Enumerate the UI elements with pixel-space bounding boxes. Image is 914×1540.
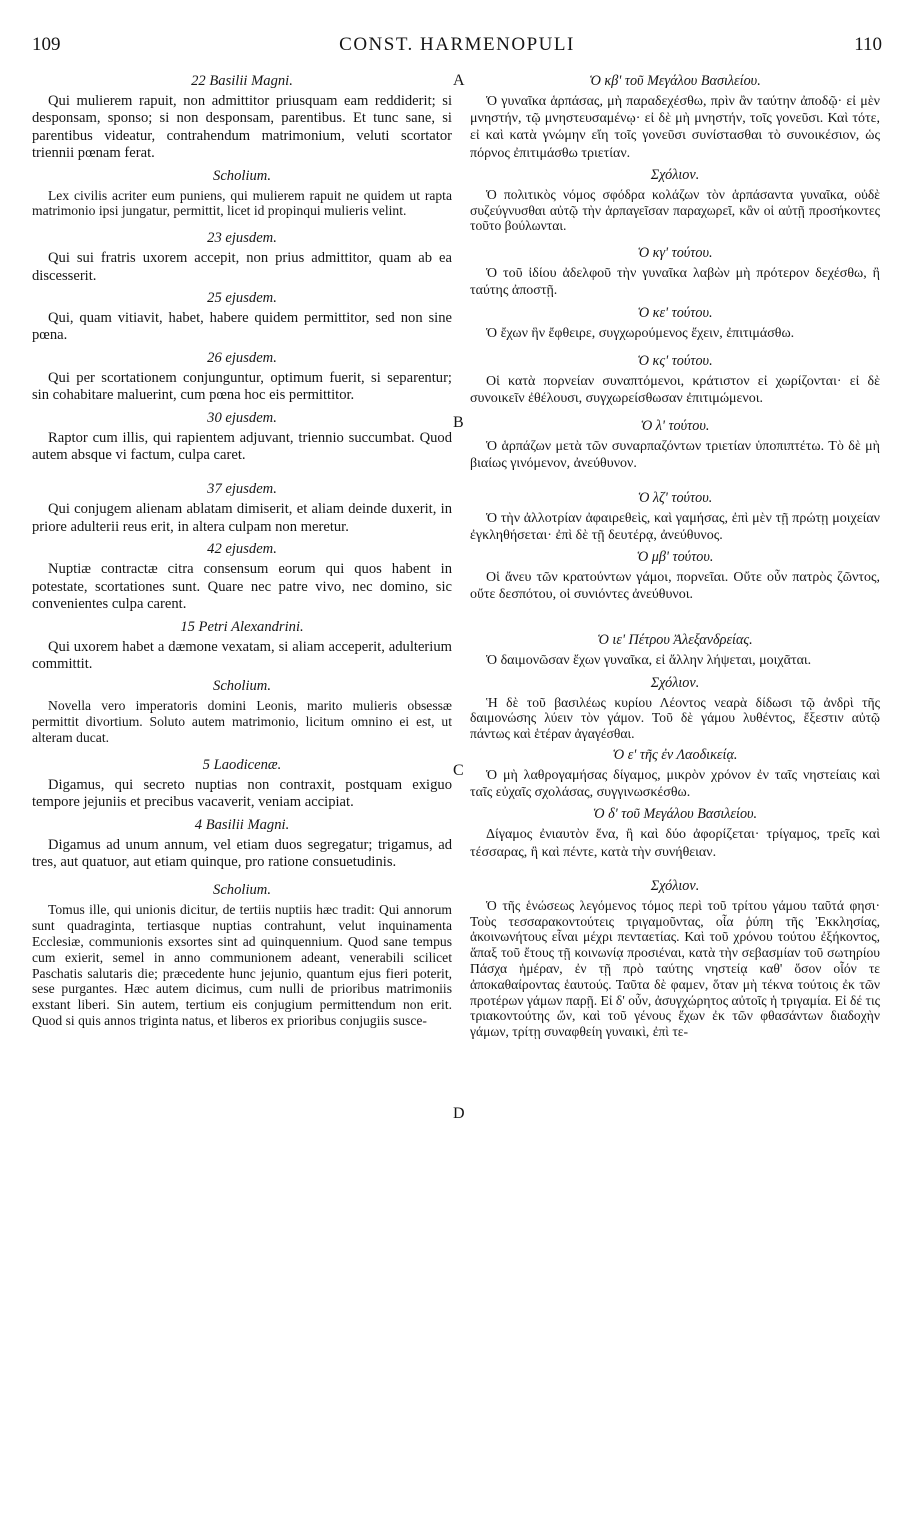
greek-canon-text: Ὁ τὴν ἀλλοτρίαν ἀφαιρεθεὶς, καὶ γαμήσας, ἐπὶ μὲν τῇ πρώτῃ μοιχείαν ἐγκληθήσεται· ἐπὶ δὲ τῇ δευτέρᾳ, ἀνεύθυνος. — [470, 510, 880, 543]
running-header — [32, 34, 882, 60]
greek-canon-heading: Ὁ μβ' τούτου. — [636, 549, 714, 566]
greek-column — [470, 70, 880, 1044]
greek-canon-text: Ὁ γυναῖκα ἁρπάσας, μὴ παραδεχέσθω, πρὶν ἂν ταύτην ἀποδῷ· εἰ μὲν μνηστήν, τῷ μνηστευσαμένῳ· εἰ δὲ μὴ μνηστήν, τοῖς γονεῦσι. Καὶ τότε, εἰ καὶ κατὰ γνώμην εἴη τοῖς γονεῦσι συνίστασθαι τὸ συνοικέσιον, ὡς πόρνος ἐπιτιμάσθω τριετίαν. — [470, 94, 880, 161]
latin-scholium-text: Novella vero imperatoris domini Leonis, marito mulieris obsessæ permittit divortium. Soluto autem matrimonio, licitum omnino ei est, ut alteram ducat. — [32, 698, 452, 745]
running-title: CONST. HARMENOPULI — [339, 34, 575, 55]
latin-scholium-text: Tomus ille, qui unionis dicitur, de tertiis nuptiis hæc tradit: Qui annorum sunt quadraginta, tertiasque nuptias contrahunt, velut inquinamenta Ecclesiæ, communionis exsortes sint ad quinquennium. Quod sane tempus cum exierit, semel in anno communionem adeant, venerabili scilicet Paschatis salutaris die; præcedente hunc jejunio, quantum ejus fieri poterit, sese purgantes. Hæc autem dicimus, cum nulli de prioribus matrimoniis exstant liberi. Sin autem, tertium eis conjugium permittendum non erit. Quod si quis annos triginta natus, et liberos ex prioribus conjugiis susce- — [32, 902, 452, 1028]
margin-marker-c: C — [453, 762, 464, 779]
greek-canon-text: Ὁ ἔχων ἣν ἔφθειρε, συγχωρούμενος ἔχειν, ἐπιτιμάσθω. — [486, 325, 795, 341]
latin-canon-text: Qui sui fratris uxorem accepit, non prius admittitor, quam ab ea discesserit. — [32, 250, 452, 284]
greek-canon-heading: Ὁ λζ' τούτου. — [637, 489, 713, 506]
greek-canon-heading: Ὁ κγ' τούτου. — [637, 245, 713, 262]
latin-scholium-heading: Scholium. — [213, 678, 271, 695]
latin-canon-text: Digamus, qui secreto nuptias non contraxit, postquam exiguo tempore jejuniis et precibus vacaverit, veniam accipiat. — [32, 776, 452, 811]
latin-canon-heading: 26 ejusdem. — [207, 349, 277, 366]
page-number-left: 109 — [32, 34, 61, 55]
latin-scholium-heading: Scholium. — [213, 167, 271, 184]
latin-canon-heading: 5 Laodicenæ. — [202, 756, 282, 773]
greek-canon-heading: Ὁ κβ' τοῦ Μεγάλου Βασιλείου. — [589, 73, 761, 89]
greek-canon-heading: Ὁ δ' τοῦ Μεγάλου Βασιλείου. — [592, 806, 758, 823]
latin-canon-heading: 23 ejusdem. — [207, 230, 277, 247]
greek-scholium-text: Ἡ δὲ τοῦ βασιλέως κυρίου Λέοντος νεαρὰ δίδωσι τῷ ἀνδρὶ τῆς δαιμονώσης λύειν τὸν γάμον. Τοῦ δὲ γάμου λυθέντος, ἔξεστιν αὐτῷ πάντως καὶ ἑτέραν ἀγαγέσθαι. — [470, 694, 880, 742]
greek-scholium-text: Ὁ τῆς ἑνώσεως λεγόμενος τόμος περὶ τοῦ τρίτου γάμου ταῦτά φησι· Τοὺς τεσσαρακοντούτεις τριγαμοῦντας, οἷα ῥύπη τῆς Ἐκκλησίας, ἀκοινωνήτους εἶναι μέχρι πενταετίας. Καὶ τοῦ χρόνου τούτου ἐξήκοντος, ἅπαξ τοῦ ἔτους τῇ κοινωνίᾳ προσιέναι, κατὰ τὴν σεβασμίαν τοῦ σωτηρίου Πάσχα ἡμέραν, ἐν τῇ πρὸ ταύτης νηστείᾳ καθ' ὅσον οἷόν τε ἀποκαθαίροντας ἑαυτούς. Ταῦτα δὲ φαμεν, ὅταν μὴ τέκνα τούτοις ἐκ τῶν προτέρων γάμων παρῇ. Εἰ δ' οὖν, ἀσυγχώρητος αὐτοῖς ἡ τριγαμία. Εἰ δέ τις τριακοντούτης ὤν, καὶ τοῦ γένους ἔχων ἐκ τῶν φθασάντων διαδοχὴν γάμων, τρίτῃ συναφθείη γυναικὶ, ἐπὶ τε- — [470, 897, 880, 1040]
latin-canon-text: Qui mulierem rapuit, non admittitor priusquam eam reddiderit; si desponsam, sponso; si non desponsam, parentibus. Et tunc sane, si parentibus videatur, contrahendum matrimonium, veluti scortator triennii pœnam ferat. — [32, 93, 452, 162]
latin-canon-text: Nuptiæ contractæ citra consensum eorum qui quos habent in potestate, scortationes sunt. Quare nec patre vivo, nec domino, sic convenientes culpa carent. — [32, 561, 452, 613]
greek-canon-text: Ὁ τοῦ ἰδίου ἀδελφοῦ τὴν γυναῖκα λαβὼν μὴ πρότερον δεχέσθω, ἢ ταύτης ἀποστῇ. — [470, 266, 880, 299]
greek-canon-text: Δίγαμος ἐνιαυτὸν ἕνα, ἢ καὶ δύο ἀφορίζεται· τρίγαμος, τρεῖς καὶ τέσσαρας, ἢ καὶ πέντε, κατὰ τὴν συνήθειαν. — [470, 827, 880, 860]
page-number-right: 110 — [854, 34, 882, 55]
latin-canon-text: Digamus ad unum annum, vel etiam duos segregatur; trigamus, ad tres, aut quatuor, aut etiam quinque, pro ratione consuetudinis. — [32, 836, 452, 870]
latin-scholium-text: Lex civilis acriter eum puniens, qui mulierem rapuit ne quidem ut rapta matrimonio ipsi jungatur, permittit, licet id propinqui mulieris velint. — [32, 187, 452, 219]
greek-canon-text: Οἱ ἄνευ τῶν κρατούντων γάμοι, πορνεῖαι. Οὔτε οὖν πατρὸς ζῶντος, οὔτε δεσπότου, οἱ συνιόντες ἀνεύθυνοι. — [470, 570, 880, 603]
latin-canon-heading: 30 ejusdem. — [207, 409, 277, 426]
greek-canon-heading: Ὁ κς' τούτου. — [637, 352, 713, 369]
latin-canon-text: Qui uxorem habet a dæmone vexatam, si aliam acceperit, adulterium committit. — [32, 638, 452, 672]
greek-canon-heading: Ὁ ε' τῆς ἐν Λαοδικείᾳ. — [612, 747, 738, 764]
greek-scholium-heading: Σχόλιον. — [650, 877, 700, 894]
latin-canon-text: Qui conjugem alienam ablatam dimiserit, et aliam deinde duxerit, in priore adulterii reus erit, in altera culpam non meretur. — [32, 501, 452, 535]
greek-canon-text: Ὁ δαιμονῶσαν ἔχων γυναῖκα, εἰ ἄλλην λήψεται, μοιχᾶται. — [486, 653, 812, 669]
latin-canon-heading: 22 Basilii Magni. — [191, 73, 293, 89]
latin-canon-heading: 4 Basilii Magni. — [194, 816, 290, 833]
latin-canon-text: Raptor cum illis, qui rapientem adjuvant, triennio succumbat. Quod autem absque vi factum, culpa caret. — [32, 429, 452, 464]
greek-canon-text: Ὁ μὴ λαθρογαμήσας δίγαμος, μικρὸν χρόνον ἐν ταῖς νηστείαις καὶ ταῖς εὐχαῖς σχολάσας, συγγινωσκέσθω. — [470, 768, 880, 801]
latin-column — [32, 70, 452, 1033]
latin-scholium-heading: Scholium. — [213, 882, 271, 899]
greek-canon-text: Ὁ ἁρπάζων μετὰ τῶν συναρπαζόντων τριετίαν ὑποπιπτέτω. Τὸ δὲ μὴ βιαίως γινόμενον, ἀνεύθυνον. — [470, 439, 880, 472]
greek-scholium-text: Ὁ πολιτικὸς νόμος σφόδρα κολάζων τὸν ἁρπάσαντα γυναῖκα, οὐδὲ συζεύγνυσθαι αὐτῷ τὴν ἁρπαγεῖσαν παραχωρεῖ, κἂν οἱ αὐτῇ προσήκοντες τοῦτο βούλωνται. — [470, 186, 880, 234]
greek-scholium-heading: Σχόλιον. — [650, 674, 700, 691]
greek-canon-heading: Ὁ ιε' Πέτρου Ἀλεξανδρείας. — [597, 632, 753, 649]
margin-marker-a: A — [453, 72, 465, 89]
greek-scholium-heading: Σχόλιον. — [650, 166, 700, 183]
latin-canon-text: Qui, quam vitiavit, habet, habere quidem permittitor, sed non sine pœna. — [32, 310, 452, 344]
greek-canon-heading: Ὁ κε' τούτου. — [637, 304, 713, 321]
margin-marker-d: D — [453, 1105, 465, 1122]
greek-canon-text: Οἱ κατὰ πορνείαν συναπτόμενοι, κράτιστον εἰ χωρίζονται· εἰ δὲ συνοικεῖν ἐθέλουσι, συγχωρείσθωσαν ἐπιτιμώμενοι. — [470, 373, 880, 407]
margin-marker-b: B — [453, 414, 464, 431]
latin-canon-heading: 25 ejusdem. — [207, 290, 277, 307]
greek-canon-heading: Ὁ λ' τούτου. — [640, 418, 710, 435]
latin-canon-heading: 15 Petri Alexandrini. — [180, 618, 304, 635]
latin-canon-heading: 42 ejusdem. — [207, 541, 277, 558]
latin-canon-heading: 37 ejusdem. — [207, 481, 277, 498]
latin-canon-text: Qui per scortationem conjunguntur, optimum fuerit, si separentur; sin cohabitare maluerint, cum pœna hoc eis permittitor. — [32, 369, 452, 404]
